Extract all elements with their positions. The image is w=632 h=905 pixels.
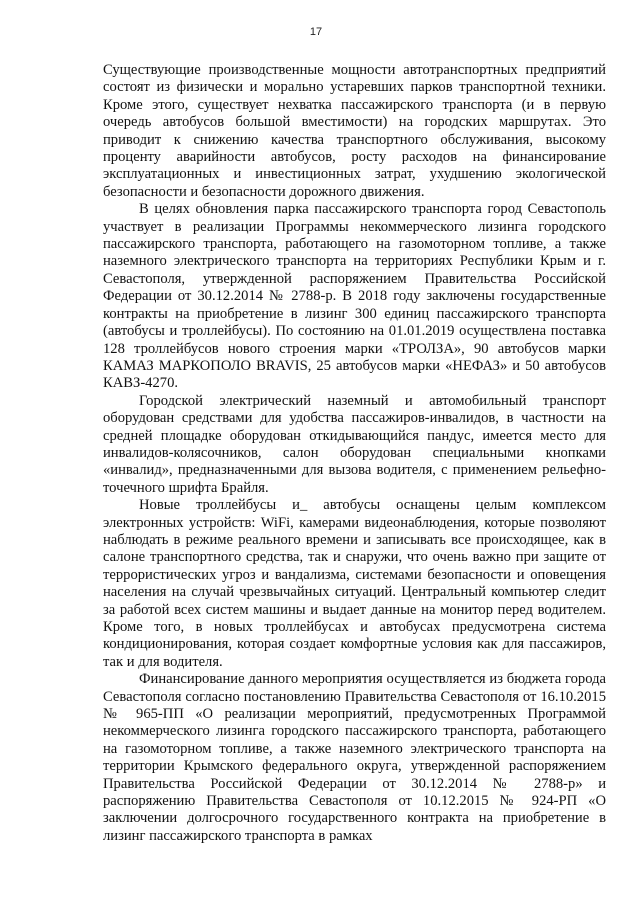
page-number: 17 — [309, 26, 323, 38]
paragraph-accessibility: Городской электрический наземный и автомобильный транспорт оборудован средствами для удобства пассажиров-инвалидов, в частности на средней площадке оборудован откидывающийся пандус, имеется место для инвалидов-колясочников, салон оборудован специальными кнопками «инвалид», предназначенными для вызова водителя, с применением рельефно-точечного шрифта Брайля. — [103, 392, 606, 496]
body-text — [103, 62, 606, 845]
paragraph-financing: Финансирование данного мероприятия осуществляется из бюджета города Севастополя согласно постановлению Правительства Севастополя от 16.10.2015 № 965-ПП «О реализации мероприятий, предусмотренных Программой некоммерческого лизинга городского пассажирского транспорта, работающего на газомоторном топливе, а также наземного электрического транспорта на территории Крымского федерального округа, утвержденной распоряжением Правительства Российской Федерации от 30.12.2014 № 2788-р» и распоряжению Правительства Севастополя от 10.12.2015 № 924-РП «О заключении долгосрочного государственного контракта на приобретение в лизинг пассажирского транспорта в рамках — [103, 671, 606, 844]
paragraph-electronic-equipment: Новые троллейбусы и_ автобусы оснащены целым комплексом электронных устройств: WiFi, камерами видеонаблюдения, которые позволяют наблюдать в режиме реального времени и записывать все происходящее, как в салоне транспортного средства, так и снаружи, что очень важно при защите от террористических угроз и вандализма, системами безопасности и оповещения населения на случай чрезвычайных ситуаций. Центральный компьютер следит за работой всех систем машины и выдает данные на монитор перед водителем. Кроме того, в новых троллейбусах и автобусах предусмотрена система кондиционирования, которая создает комфортные условия как для пассажиров, так и для водителя. — [103, 497, 606, 670]
paragraph-outdated-fleet: Существующие производственные мощности автотранспортных предприятий состоят из физически и морально устаревших парков транспортной техники. Кроме этого, существует нехватка пассажирского транспорта (и в первую очередь автобусов большой вместимости) на городских маршрутах. Это приводит к снижению качества транспортного обслуживания, высокому проценту аварийности автобусов, росту расходов на финансирование эксплуатационных и инвестиционных затрат, ухудшению экологической безопасности и безопасности дорожного движения. — [103, 62, 606, 200]
paragraph-leasing-program: В целях обновления парка пассажирского транспорта город Севастополь участвует в реализации Программы некоммерческого лизинга городского пассажирского транспорта, работающего на газомоторном топливе, а также наземного электрического транспорта на территориях Республики Крым и г. Севастополя, утвержденной распоряжением Правительства Российской Федерации от 30.12.2014 № 2788-р. В 2018 году заключены государственные контракты на приобретение в лизинг 300 единиц пассажирского транспорта (автобусы и троллейбусы). По состоянию на 01.01.2019 осуществлена поставка 128 троллейбусов нового строения марки «ТРОЛЗА», 90 автобусов марки КАМАЗ МАРКОПОЛО BRAVIS, 25 автобусов марки «НЕФАЗ» и 50 автобусов КАВЗ-4270. — [103, 201, 606, 392]
